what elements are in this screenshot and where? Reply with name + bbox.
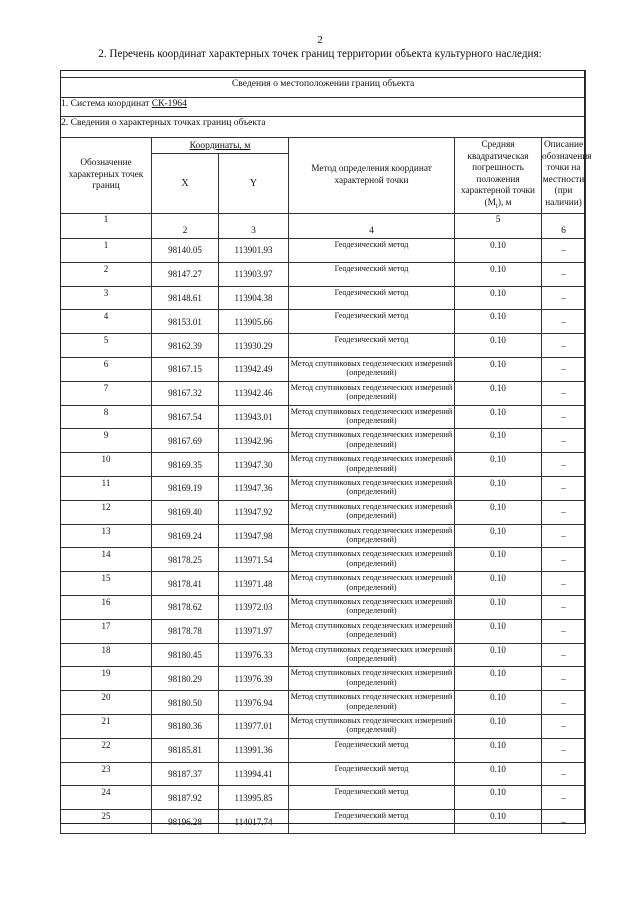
document-title: 2. Перечень координат характерных точек границ территории объекта культурного наследия: — [98, 48, 542, 60]
accuracy-cell: 0.10 — [455, 453, 542, 477]
y-cell: 113995.85 — [219, 786, 289, 810]
x-cell: 98167.32 — [152, 381, 219, 405]
characteristic-points-title: 2. Сведения о характерных точках границ объекта — [61, 117, 586, 138]
accuracy-cell: 0.10 — [455, 524, 542, 548]
accuracy-cell: 0.10 — [455, 500, 542, 524]
description-cell: – — [542, 548, 586, 572]
method-cell: Геодезический метод — [289, 310, 455, 334]
header-coordinates: Координаты, м — [152, 138, 289, 154]
x-cell: 98167.69 — [152, 429, 219, 453]
description-cell: – — [542, 667, 586, 691]
y-cell: 113976.94 — [219, 691, 289, 715]
y-cell: 113971.97 — [219, 619, 289, 643]
point-cell: 3 — [61, 286, 152, 310]
point-cell: 5 — [61, 334, 152, 358]
y-cell: 114017.74 — [219, 810, 289, 834]
method-cell: Геодезический метод — [289, 262, 455, 286]
y-cell: 113903.97 — [219, 262, 289, 286]
method-cell: Геодезический метод — [289, 738, 455, 762]
accuracy-cell: 0.10 — [455, 810, 542, 834]
method-cell: Метод спутниковых геодезических измерений (определений) — [289, 643, 455, 667]
method-cell: Метод спутниковых геодезических измерений (определений) — [289, 357, 455, 381]
x-cell: 98180.29 — [152, 667, 219, 691]
x-cell: 98185.81 — [152, 738, 219, 762]
y-cell: 113972.03 — [219, 595, 289, 619]
y-cell: 113904.38 — [219, 286, 289, 310]
point-cell: 19 — [61, 667, 152, 691]
section-title: Сведения о местоположении границ объекта — [61, 78, 586, 98]
method-cell: Геодезический метод — [289, 762, 455, 786]
header-x: X — [152, 154, 219, 214]
point-cell: 12 — [61, 500, 152, 524]
method-cell: Метод спутниковых геодезических измерений (определений) — [289, 476, 455, 500]
accuracy-cell: 0.10 — [455, 548, 542, 572]
x-cell: 98180.45 — [152, 643, 219, 667]
y-cell: 113976.39 — [219, 667, 289, 691]
point-cell: 9 — [61, 429, 152, 453]
point-cell: 25 — [61, 810, 152, 834]
description-cell: – — [542, 738, 586, 762]
point-cell: 7 — [61, 381, 152, 405]
header-accuracy-text: Средняя квадратическая погрешность положения характерной точки (M — [460, 140, 536, 208]
description-cell: – — [542, 310, 586, 334]
point-cell: 14 — [61, 548, 152, 572]
y-cell: 113971.48 — [219, 572, 289, 596]
x-cell: 98178.78 — [152, 619, 219, 643]
y-cell: 113901.93 — [219, 239, 289, 263]
method-cell: Метод спутниковых геодезических измерений (определений) — [289, 453, 455, 477]
method-cell: Геодезический метод — [289, 239, 455, 263]
table-frame — [60, 70, 585, 824]
method-cell: Геодезический метод — [289, 334, 455, 358]
point-cell: 15 — [61, 572, 152, 596]
x-cell: 98187.37 — [152, 762, 219, 786]
description-cell: – — [542, 429, 586, 453]
method-cell: Метод спутниковых геодезических измерений (определений) — [289, 548, 455, 572]
description-cell: – — [542, 357, 586, 381]
description-cell: – — [542, 262, 586, 286]
description-cell: – — [542, 691, 586, 715]
accuracy-cell: 0.10 — [455, 595, 542, 619]
accuracy-cell: 0.10 — [455, 643, 542, 667]
x-cell: 98169.19 — [152, 476, 219, 500]
column-number: 1 — [61, 214, 152, 239]
point-cell: 8 — [61, 405, 152, 429]
point-cell: 16 — [61, 595, 152, 619]
x-cell: 98180.36 — [152, 714, 219, 738]
accuracy-cell: 0.10 — [455, 667, 542, 691]
description-cell: – — [542, 524, 586, 548]
y-cell: 113943.01 — [219, 405, 289, 429]
accuracy-cell: 0.10 — [455, 357, 542, 381]
x-cell: 98148.61 — [152, 286, 219, 310]
method-cell: Метод спутниковых геодезических измерений (определений) — [289, 572, 455, 596]
point-cell: 11 — [61, 476, 152, 500]
y-cell: 113971.54 — [219, 548, 289, 572]
point-cell: 20 — [61, 691, 152, 715]
description-cell: – — [542, 381, 586, 405]
page-number: 2 — [317, 34, 323, 46]
y-cell: 113947.30 — [219, 453, 289, 477]
y-cell: 113977.01 — [219, 714, 289, 738]
x-cell: 98178.62 — [152, 595, 219, 619]
accuracy-cell: 0.10 — [455, 476, 542, 500]
x-cell: 98162.39 — [152, 334, 219, 358]
method-cell: Метод спутниковых геодезических измерений (определений) — [289, 381, 455, 405]
method-cell: Метод спутниковых геодезических измерений (определений) — [289, 500, 455, 524]
header-accuracy-sub: t — [495, 201, 498, 210]
column-number: 6 — [542, 214, 586, 239]
header-method: Метод определения координат характерной точки — [289, 138, 455, 214]
header-y: Y — [219, 154, 289, 214]
description-cell: – — [542, 500, 586, 524]
column-number: 2 — [152, 214, 219, 239]
accuracy-cell: 0.10 — [455, 239, 542, 263]
method-cell: Метод спутниковых геодезических измерений (определений) — [289, 429, 455, 453]
y-cell: 113947.98 — [219, 524, 289, 548]
method-cell: Метод спутниковых геодезических измерений (определений) — [289, 524, 455, 548]
point-cell: 24 — [61, 786, 152, 810]
description-cell: – — [542, 762, 586, 786]
accuracy-cell: 0.10 — [455, 691, 542, 715]
x-cell: 98169.35 — [152, 453, 219, 477]
description-cell: – — [542, 595, 586, 619]
accuracy-cell: 0.10 — [455, 262, 542, 286]
method-cell: Геодезический метод — [289, 786, 455, 810]
point-cell: 1 — [61, 239, 152, 263]
description-cell: – — [542, 239, 586, 263]
description-cell: – — [542, 643, 586, 667]
description-cell: – — [542, 714, 586, 738]
y-cell: 113991.36 — [219, 738, 289, 762]
accuracy-cell: 0.10 — [455, 381, 542, 405]
y-cell: 113942.96 — [219, 429, 289, 453]
description-cell: – — [542, 286, 586, 310]
description-cell: – — [542, 786, 586, 810]
description-cell: – — [542, 619, 586, 643]
x-cell: 98167.15 — [152, 357, 219, 381]
method-cell: Метод спутниковых геодезических измерений (определений) — [289, 405, 455, 429]
x-cell: 98147.27 — [152, 262, 219, 286]
point-cell: 10 — [61, 453, 152, 477]
column-number: 3 — [219, 214, 289, 239]
accuracy-cell: 0.10 — [455, 334, 542, 358]
point-cell: 2 — [61, 262, 152, 286]
y-cell: 113942.46 — [219, 381, 289, 405]
accuracy-cell: 0.10 — [455, 714, 542, 738]
accuracy-cell: 0.10 — [455, 619, 542, 643]
accuracy-cell: 0.10 — [455, 286, 542, 310]
y-cell: 113947.36 — [219, 476, 289, 500]
description-cell: – — [542, 476, 586, 500]
description-cell: – — [542, 405, 586, 429]
accuracy-cell: 0.10 — [455, 429, 542, 453]
method-cell: Метод спутниковых геодезических измерений (определений) — [289, 691, 455, 715]
y-cell: 113994.41 — [219, 762, 289, 786]
description-cell: – — [542, 453, 586, 477]
method-cell: Геодезический метод — [289, 810, 455, 834]
x-cell: 98140.05 — [152, 239, 219, 263]
point-cell: 4 — [61, 310, 152, 334]
coordinate-system-value: СК-1964 — [151, 98, 187, 109]
point-cell: 22 — [61, 738, 152, 762]
method-cell: Метод спутниковых геодезических измерений (определений) — [289, 667, 455, 691]
x-cell: 98178.41 — [152, 572, 219, 596]
header-point-designation: Обозначение характерных точек границ — [61, 138, 152, 214]
point-cell: 21 — [61, 714, 152, 738]
accuracy-cell: 0.10 — [455, 310, 542, 334]
column-number: 4 — [289, 214, 455, 239]
x-cell: 98180.50 — [152, 691, 219, 715]
x-cell: 98169.40 — [152, 500, 219, 524]
accuracy-cell: 0.10 — [455, 786, 542, 810]
method-cell: Геодезический метод — [289, 286, 455, 310]
x-cell: 98178.25 — [152, 548, 219, 572]
x-cell: 98187.92 — [152, 786, 219, 810]
coordinate-system-label: 1. Система координат — [61, 98, 152, 109]
description-cell: – — [542, 334, 586, 358]
header-accuracy-end: ), м — [497, 197, 512, 208]
accuracy-cell: 0.10 — [455, 405, 542, 429]
point-cell: 13 — [61, 524, 152, 548]
accuracy-cell: 0.10 — [455, 572, 542, 596]
method-cell: Метод спутниковых геодезических измерений (определений) — [289, 595, 455, 619]
point-cell: 6 — [61, 357, 152, 381]
y-cell: 113976.33 — [219, 643, 289, 667]
y-cell: 113942.49 — [219, 357, 289, 381]
point-cell: 17 — [61, 619, 152, 643]
method-cell: Метод спутниковых геодезических измерений (определений) — [289, 714, 455, 738]
y-cell: 113947.92 — [219, 500, 289, 524]
description-cell: – — [542, 810, 586, 834]
accuracy-cell: 0.10 — [455, 738, 542, 762]
header-description: Описание обозначения точки на местности (при наличии) — [542, 138, 586, 214]
x-cell: 98196.28 — [152, 810, 219, 834]
x-cell: 98167.54 — [152, 405, 219, 429]
y-cell: 113905.66 — [219, 310, 289, 334]
method-cell: Метод спутниковых геодезических измерений (определений) — [289, 619, 455, 643]
column-number: 5 — [455, 214, 542, 239]
point-cell: 18 — [61, 643, 152, 667]
accuracy-cell: 0.10 — [455, 762, 542, 786]
point-cell: 23 — [61, 762, 152, 786]
x-cell: 98169.24 — [152, 524, 219, 548]
y-cell: 113930.29 — [219, 334, 289, 358]
description-cell: – — [542, 572, 586, 596]
x-cell: 98153.01 — [152, 310, 219, 334]
